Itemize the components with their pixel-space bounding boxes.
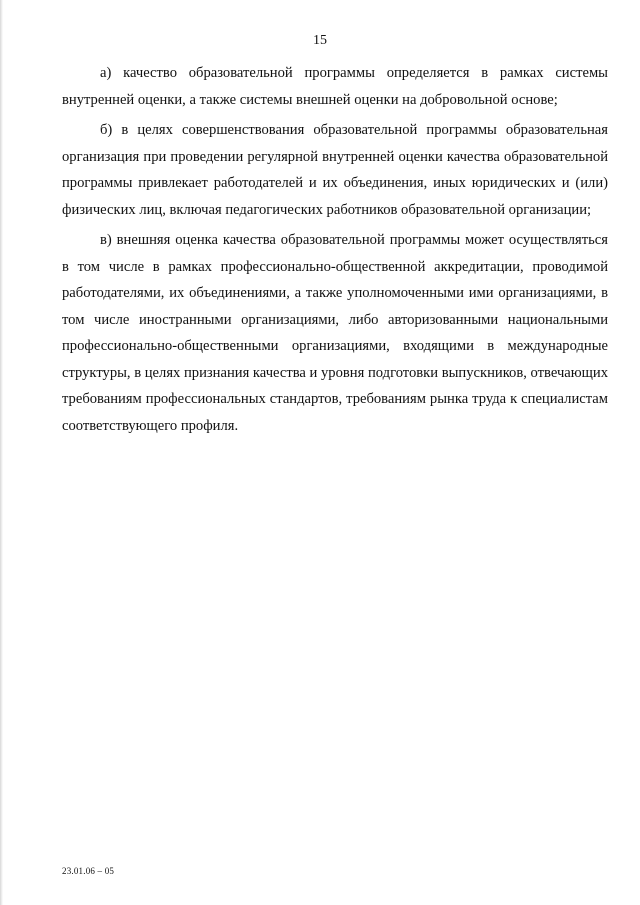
scan-edge-shadow	[0, 0, 3, 905]
paragraph-a: а) качество образовательной программы определяется в рамках системы внутренней оценки, а также системы внешней оценки на добровольной основе;	[62, 65, 608, 108]
paragraph-b: б) в целях совершенствования образовательной программы образовательная организация при проведении регулярной внутренней оценки качества образовательной программы привлекает работодателей и их объединения, иных юридических и (или) физических лиц, включая педагогических работников образовательной организации;	[62, 122, 608, 218]
body-text	[62, 60, 608, 443]
page-number: 15	[313, 33, 327, 48]
footer-document-code: 23.01.06 – 05	[62, 866, 115, 876]
paragraph-v: в) внешняя оценка качества образовательной программы может осуществляться в том числе в рамках профессионально-общественной аккредитации, проводимой работодателями, их объединениями, а также уполномоченными ими организациями, в том числе иностранными организациями, либо авторизованными национальными профессионально-общественными организациями, входящими в международные структуры, в целях признания качества и уровня подготовки выпускников, отвечающих требованиям профессиональных стандартов, требованиям рынка труда к специалистам соответствующего профиля.	[62, 232, 609, 434]
